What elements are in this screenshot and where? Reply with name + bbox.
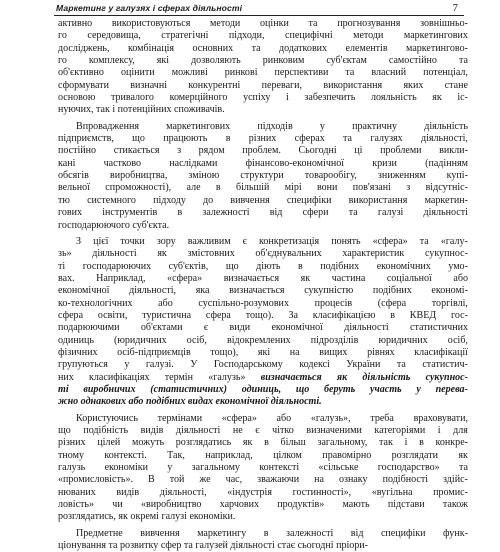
text-line: різних цілей можуть розглядатись як в більш загальному, так і в конкре-	[58, 437, 468, 449]
text-line: З цієї точки зору важливим є конкретизація понять «сфера» та «галу-	[76, 235, 468, 247]
text-line: підприємств, що працюють в різних сферах та галузях діяльності,	[58, 133, 468, 145]
text-line: ціонування та розвитку сфер та галузей діяльності стає сьогодні пріори-	[58, 540, 369, 552]
text-line: ті виробничих (статистичних) одиниць, що беруть участь у перева-	[58, 383, 468, 395]
text-line: нуючих, так і потенційних споживачів.	[58, 104, 225, 116]
text-line: розглядатись, як окремі галузі економіки.	[58, 511, 236, 523]
text-line: подарюючими об'єктами є види економічної діяльності статистичних	[58, 322, 468, 334]
page-number: 7	[452, 2, 458, 14]
text-line: досліджень, комбінація основних та додаткових елементів маркетингово-	[58, 42, 468, 54]
paragraph	[58, 236, 468, 409]
text-line: го комплексу, які дозволяють ринковим суб'єктам самостійно та	[58, 55, 468, 67]
text-line: зь» діяльності як змістовних об'єднувальних характеристик сукупнос-	[58, 248, 468, 260]
text-line: вельної спроможності), але в більшій мірі вони пов'язані з відсутніс-	[58, 182, 468, 194]
text-line: вах. Наприклад, «сфера» визначається як частина соціальної або	[58, 272, 468, 284]
text-line: одиниць (юридичних осіб, відокремлених підрозділів юридичних осіб,	[58, 334, 468, 346]
text-line: об'єктивно оцінити можливі ринкові перспективи та власний потенціал,	[58, 67, 468, 79]
text-line: активно використовуються методи оцінки та прогнозування зовнішньо-	[58, 18, 468, 29]
text-line: тному контексті. Так, наприклад, цілком правомірно розглядати як	[58, 449, 468, 461]
text-line: Впровадження маркетингових підходів у практичну діяльність	[76, 120, 468, 132]
paragraph	[58, 18, 468, 117]
text-line: основою тривалого комерційного успіху і забезпечить лояльність як іс-	[58, 92, 468, 104]
running-header-title: Маркетинг у галузях і сферах діяльності	[56, 3, 243, 13]
text-line: групуються у галузі. У Господарському кодексі України та статистич-	[58, 359, 468, 371]
text-line: жно однакових або подібних видах економічної діяльності.	[58, 396, 322, 408]
text-line: господарюючого суб'єкта.	[58, 219, 170, 231]
paragraph	[58, 528, 468, 552]
text-line: Предметне вивчення маркетингу в залежності від специфіки функ-	[76, 527, 468, 539]
text-line: тю системного підходу до вивчення специфіки використання маркетин-	[58, 194, 468, 206]
text-line: кані частково наслідками фінансово-економічної кризи (падінням	[58, 157, 468, 169]
text-line: го середовища, стратегічні підходи, специфічні методи маркетингових	[58, 30, 468, 42]
text-line: нюваних видів діяльності, «індустрія гостинності», «вугільна промис-	[58, 486, 468, 498]
text-line: ті господарюючих суб'єктів, що діють в подібних економічних умо-	[58, 260, 468, 272]
text-line: гових інструментів в залежності від сфери та галузі діяльності	[58, 207, 468, 219]
text-line: Користуючись термінами «сфера» або «галузь», треба враховувати,	[76, 412, 468, 424]
running-header	[54, 0, 464, 16]
text-line: постійно стикається з рядом проблем. Сьогодні ці проблеми викли-	[58, 145, 468, 157]
text-line: обсягів виробництва, зміною структури товарообігу, зниженням купі-	[58, 170, 468, 182]
text-line: ловість» чи «виробництво харчових продуктів» мають підстави також	[58, 499, 468, 511]
body-text	[58, 18, 468, 552]
text-line: фізичних осіб-підприємців тощо), які на вищих рівнях класифікації	[58, 346, 468, 358]
paragraph	[58, 121, 468, 232]
text-line: сформувати визначні конкурентні переваги, використання яких стане	[58, 79, 468, 91]
text-line: них класифікаціях термін «галузь» визначається як діяльність сукупнос-	[58, 371, 468, 383]
text-line: що подібність видів діяльності не є чітко визначеними категоріями і для	[58, 425, 468, 436]
text-line: економічної діяльності, яка визначається сукупністю подібних економі-	[58, 285, 468, 297]
paragraph	[58, 413, 468, 524]
text-line: сфера освіти, туристична сфера тощо). За класифікацією в КВЕД гос-	[58, 309, 468, 321]
text-line: «промисловість». В той же час, зважаючи на ознаку подібності здійс-	[58, 474, 468, 486]
text-line: галузь економіки у загальному контексті «сільське господарство» та	[58, 462, 468, 474]
text-line: ко-технологічних або суспільно-розумових процесів (сфера торгівлі,	[58, 297, 468, 309]
